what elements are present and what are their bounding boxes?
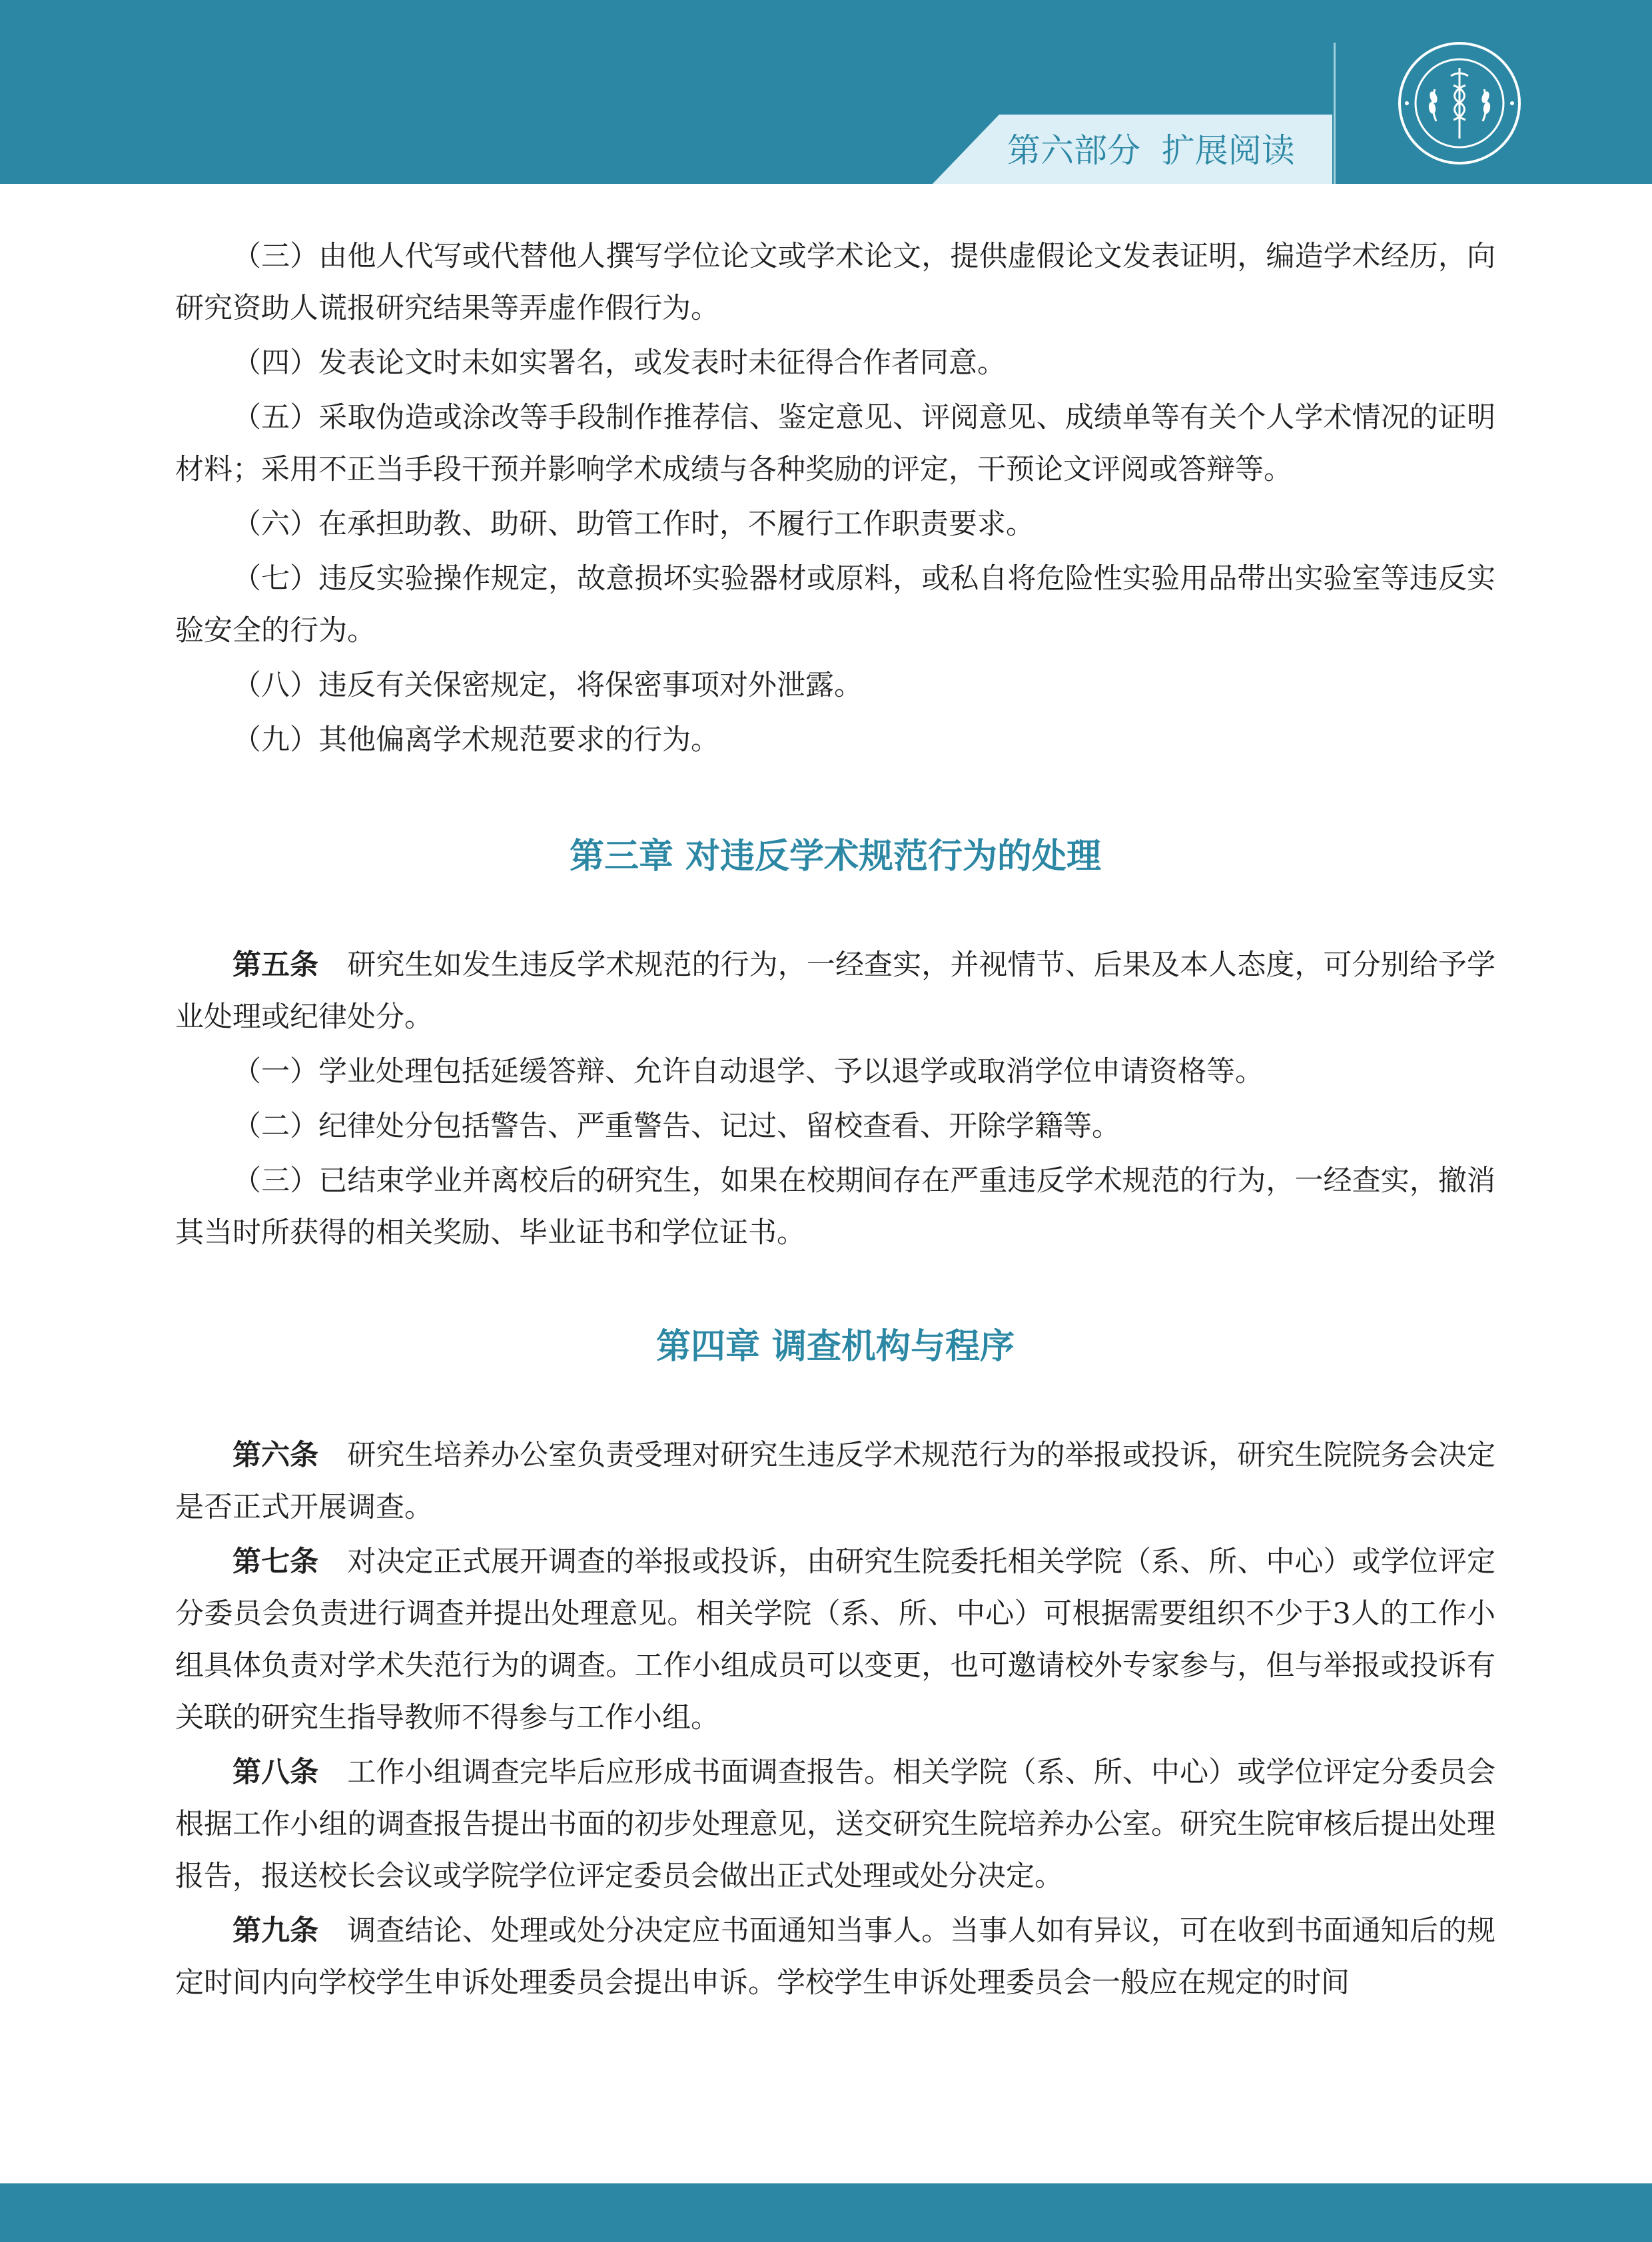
list-item: （三）已结束学业并离校后的研究生，如果在校期间存在严重违反学术规范的行为，一经查实，撤消其当时所获得的相关奖励、毕业证书和学位证书。 xyxy=(175,1164,1495,1250)
chapter-3-title: 第三章 对违反学术规范行为的处理 xyxy=(569,837,1102,877)
list-item: （四）发表论文时未如实署名，或发表时未征得合作者同意。 xyxy=(232,346,1006,380)
article-8 xyxy=(175,1746,1495,1902)
article-label: 第五条 xyxy=(232,948,319,982)
university-seal-logo xyxy=(1398,41,1521,165)
footer-band xyxy=(0,2183,1652,2242)
list-item: （七）违反实验操作规定，故意损坏实验器材或原料，或私自将危险性实验用品带出实验室等违反实验安全的行为。 xyxy=(175,562,1495,647)
article-9 xyxy=(175,1905,1495,2009)
article-text: 调查结论、处理或处分决定应书面通知当事人。当事人如有异议，可在收到书面通知后的规定时间内向学校学生申诉处理委员会提出申诉。学校学生申诉处理委员会一般应在规定的时间 xyxy=(175,1914,1496,2000)
list-item: （二）纪律处分包括警告、严重警告、记过、留校查看、开除学籍等。 xyxy=(232,1110,1120,1143)
article-text: 对决定正式展开调查的举报或投诉，由研究生院委托相关学院（系、所、中心）或学位评定分委员会负责进行调查并提出处理意见。相关学院（系、所、中心）可根据需要组织不少于3人的工作小组具体负责对学术失范行为的调查。工作小组成员可以变更，也可邀请校外专家参与，但与举报或投诉有关联的研究生指导教师不得参与工作小组。 xyxy=(175,1545,1496,1734)
caduceus-seal-icon xyxy=(1398,41,1521,165)
article-6 xyxy=(175,1429,1495,1533)
article-label: 第七条 xyxy=(232,1545,319,1579)
list-item: （九）其他偏离学术规范要求的行为。 xyxy=(232,723,719,757)
article-label: 第六条 xyxy=(232,1439,319,1472)
list-item: （一）学业处理包括延缓答辩、允许自动退学、予以退学或取消学位申请资格等。 xyxy=(232,1055,1264,1088)
article-text: 工作小组调查完毕后应形成书面调查报告。相关学院（系、所、中心）或学位评定分委员会根据工作小组的调查报告提出书面的初步处理意见，送交研究生院培养办公室。研究生院审核后提出处理报告，报送校长会议或学院学位评定委员会做出正式处理或处分决定。 xyxy=(175,1756,1496,1893)
chapter-4-title: 第四章 调查机构与程序 xyxy=(655,1327,1015,1367)
list-item: （六）在承担助教、助研、助管工作时，不履行工作职责要求。 xyxy=(232,508,1034,541)
article-text: 研究生如发生违反学术规范的行为，一经查实，并视情节、后果及本人态度，可分别给予学业处理或纪律处分。 xyxy=(175,948,1496,1034)
article-7 xyxy=(175,1536,1495,1744)
list-item: （五）采取伪造或涂改等手段制作推荐信、鉴定意见、评阅意见、成绩单等有关个人学术情况的证明材料；采用不正当手段干预并影响学术成绩与各种奖励的评定，干预论文评阅或答辩等。 xyxy=(175,401,1495,486)
article-label: 第九条 xyxy=(232,1914,319,1948)
list-item: （八）违反有关保密规定，将保密事项对外泄露。 xyxy=(232,669,863,702)
header-divider xyxy=(1334,43,1336,184)
list-item: （三）由他人代写或代替他人撰写学位论文或学术论文，提供虚假论文发表证明，编造学术经历，向研究资助人谎报研究结果等弄虚作假行为。 xyxy=(175,240,1495,325)
document-body xyxy=(175,230,1495,2012)
article-label: 第八条 xyxy=(232,1756,319,1789)
section-label: 第六部分 扩展阅读 xyxy=(1007,131,1295,170)
article-text: 研究生培养办公室负责受理对研究生违反学术规范行为的举报或投诉，研究生院院务会决定是否正式开展调查。 xyxy=(175,1439,1496,1524)
article-5 xyxy=(175,939,1495,1043)
